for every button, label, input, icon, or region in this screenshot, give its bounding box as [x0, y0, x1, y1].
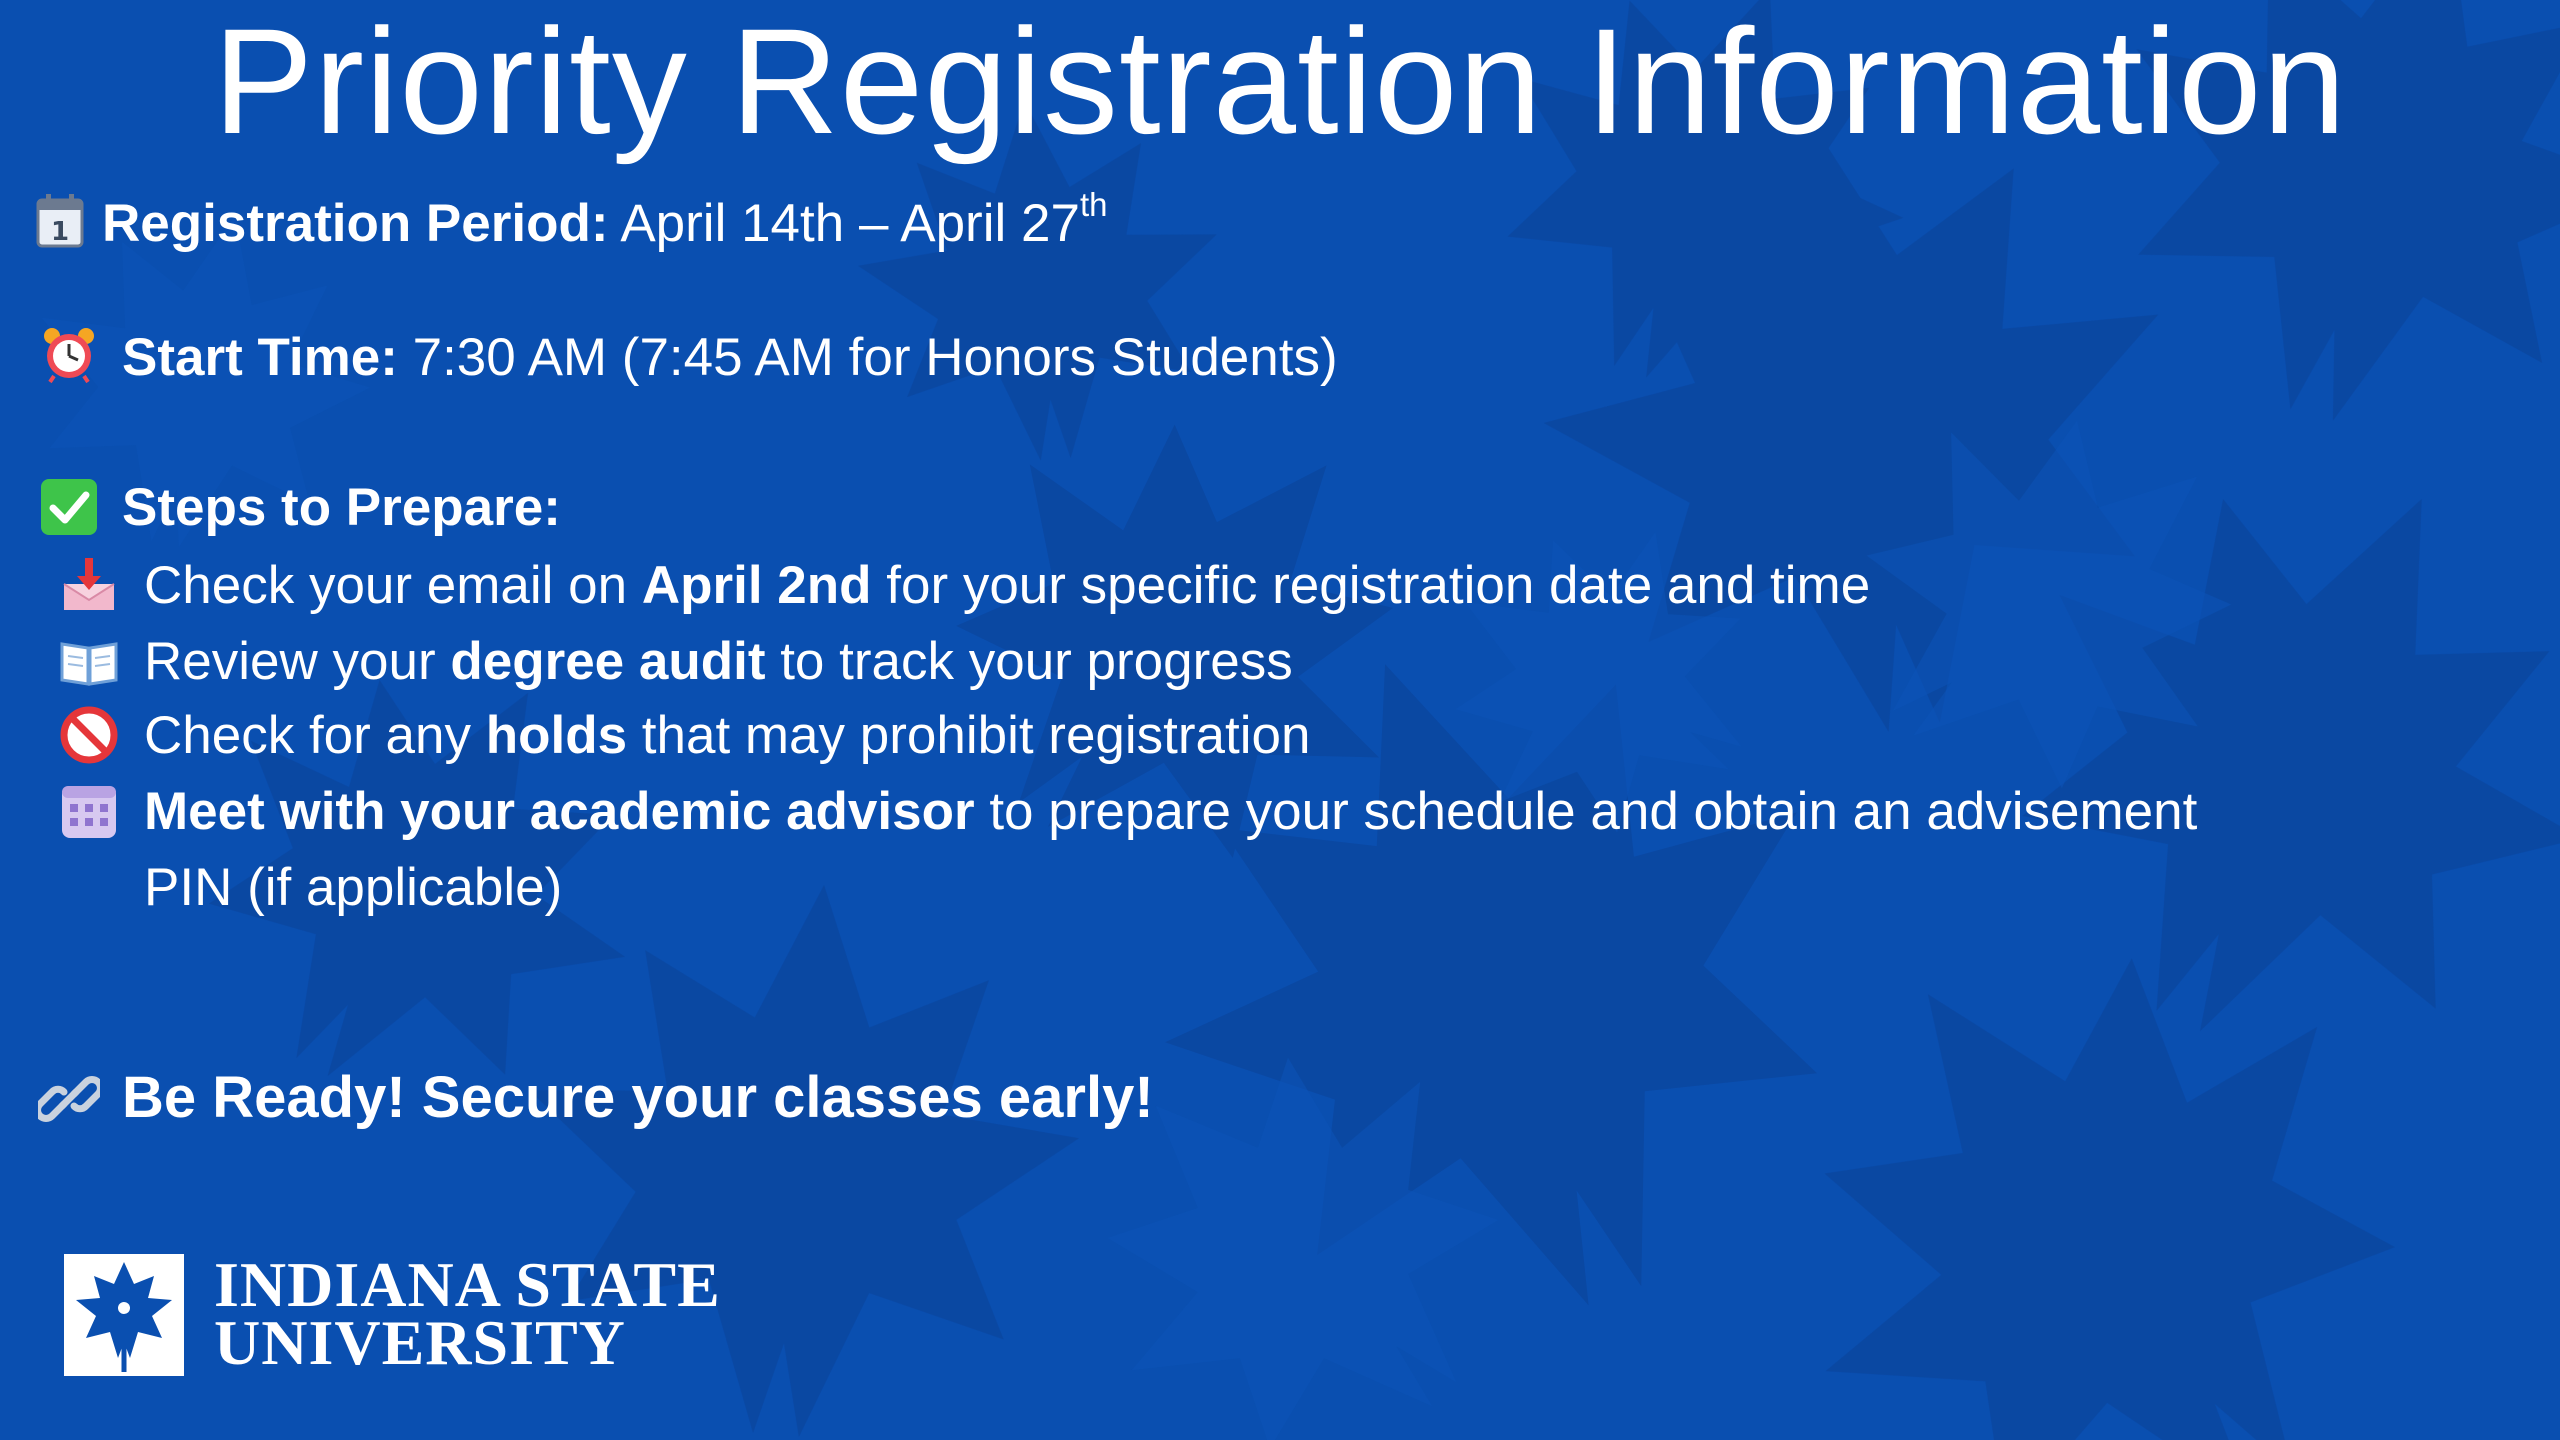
step-text-post: that may prohibit registration: [627, 706, 1311, 765]
logo-wordmark: [214, 1249, 721, 1378]
prohibited-icon: [58, 704, 120, 766]
svg-text:1: 1: [50, 217, 70, 247]
step-item-advisor-continuation: PIN (if applicable): [144, 858, 563, 917]
step-text-bold: holds: [485, 706, 628, 765]
logo-line-2: UNIVERSITY: [214, 1307, 626, 1378]
step-item-degree-audit: [144, 630, 1293, 694]
leaf-logo-icon: [64, 1254, 184, 1376]
step-item-advisor: [144, 780, 2197, 844]
start-time-label: Start Time:: [122, 328, 398, 387]
step-text-bold: degree audit: [450, 632, 766, 691]
alarm-clock-icon: [38, 322, 100, 384]
step-text-pre: Check for any: [144, 706, 486, 765]
step-text-bold: Meet with your academic advisor: [144, 782, 975, 841]
step-text-post: to prepare your schedule and obtain an advisement: [974, 782, 2198, 841]
calendar-grid-icon: [58, 780, 120, 842]
indiana-state-university-logo: [64, 1249, 764, 1380]
registration-period-line: [102, 186, 1108, 256]
step-text-post: for your specific registration date and time: [871, 556, 1871, 615]
start-time-value: 7:30 AM (7:45 AM for Honors Students): [412, 328, 1338, 387]
step-item-holds: [144, 704, 1310, 768]
cta-text: Be Ready! Secure your classes early!: [122, 1065, 1154, 1130]
slide-title: Priority Registration Information: [213, 0, 2347, 165]
step-text-post: to track your progress: [765, 632, 1293, 691]
open-book-icon: [58, 630, 120, 692]
start-time-line: [122, 326, 1338, 390]
logo-line-1: INDIANA STATE: [214, 1249, 721, 1320]
registration-period-suffix: th: [1079, 186, 1108, 223]
registration-period-label: Registration Period:: [102, 194, 609, 253]
step-text-pre: Check your email on: [144, 556, 642, 615]
link-icon: [38, 1068, 100, 1130]
check-mark-icon: [38, 476, 100, 538]
inbox-tray-icon: [58, 554, 120, 616]
steps-heading-text: Steps to Prepare:: [122, 478, 561, 537]
step-text-pre: Review your: [144, 632, 451, 691]
calendar-icon: [30, 190, 92, 252]
registration-period-value: April 14th – April 27: [620, 194, 1080, 253]
steps-heading: [122, 476, 561, 540]
step-item-email: [144, 554, 1870, 618]
step-text-bold: April 2nd: [641, 556, 872, 615]
